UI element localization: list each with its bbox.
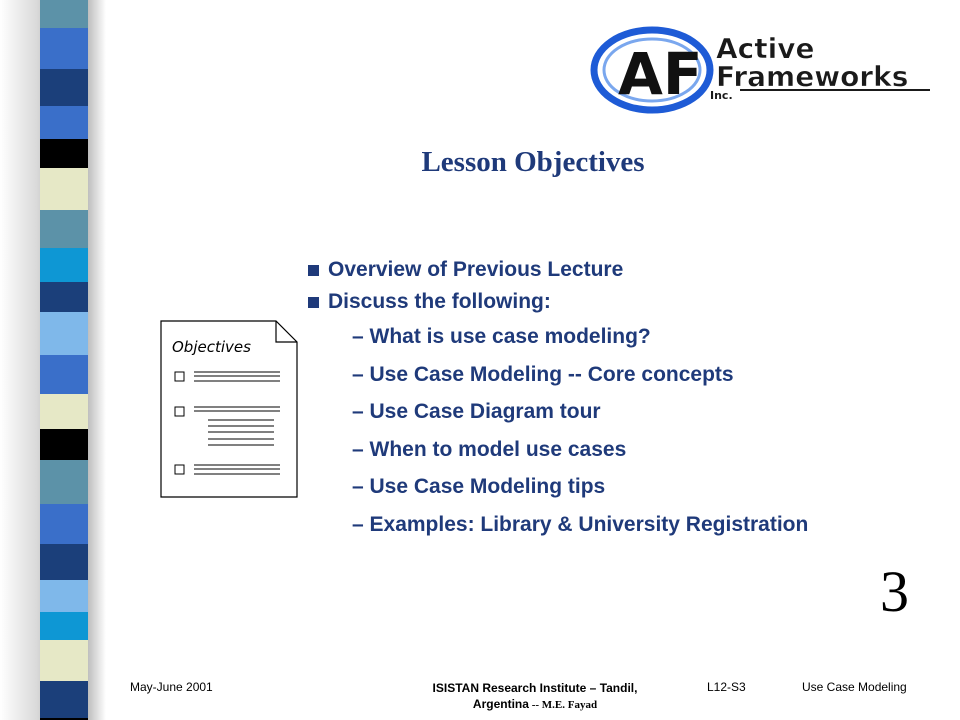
- stripe-block: [40, 69, 88, 106]
- footer-author: -- M.E. Fayad: [528, 699, 598, 711]
- sub-item: – Use Case Diagram tour: [352, 400, 601, 424]
- stripe-block: [40, 282, 88, 312]
- logo-line-2: Frameworks: [716, 60, 909, 93]
- stripe-block: [40, 612, 88, 640]
- bullet-item: [306, 286, 946, 318]
- footer-date: May-June 2001: [130, 680, 213, 694]
- sub-item: – Use Case Modeling -- Core concepts: [352, 362, 734, 386]
- clipart-label: Objectives: [172, 338, 251, 356]
- stripe-block: [40, 681, 88, 718]
- bullet-text: Discuss the following:: [328, 290, 551, 313]
- stripe-graphic: [0, 0, 106, 720]
- sub-item: – What is use case modeling?: [352, 325, 651, 348]
- bullet-text: Overview of Previous Lecture: [328, 258, 624, 281]
- stripe-block: [40, 106, 88, 139]
- stripe-block: [40, 580, 88, 612]
- sub-item: – Examples: Library & University Registration: [352, 512, 809, 536]
- logo-monogram: AF: [618, 40, 703, 108]
- stripe-block: [40, 355, 88, 394]
- footer-institute-line-1: ISISTAN Research Institute – Tandil,: [432, 681, 638, 695]
- stripe-block: [40, 139, 88, 168]
- logo-line-1: Active: [716, 32, 815, 65]
- stripe-block: [40, 460, 88, 504]
- footer-country: Argentina: [472, 697, 529, 711]
- slide-title-text: Lesson Objectives: [421, 146, 645, 178]
- footer-slide-code: L12-S3: [707, 680, 746, 694]
- footer-institute-line-2: [395, 696, 675, 713]
- stripe-block: [40, 248, 88, 282]
- stripe-block: [40, 0, 88, 28]
- sub-item: – Use Case Modeling tips: [352, 475, 606, 499]
- objectives-document-clipart: [160, 320, 298, 498]
- square-bullet-icon: [308, 265, 319, 276]
- stripe-block: [40, 312, 88, 355]
- objectives-list: [306, 254, 946, 544]
- slide-title: [106, 146, 960, 179]
- page-number: 3: [880, 559, 909, 624]
- square-bullet-icon: [308, 297, 319, 308]
- stripe-block: [40, 429, 88, 460]
- stripe-block: [40, 544, 88, 580]
- logo-line-3: Inc.: [710, 89, 733, 102]
- stripe-block: [40, 504, 88, 544]
- stripe-block: [40, 168, 88, 210]
- decorative-stripe: [0, 0, 106, 720]
- footer-course: Use Case Modeling: [802, 680, 907, 694]
- stripe-block: [40, 394, 88, 429]
- company-logo: [590, 22, 935, 114]
- sub-item: – When to model use cases: [352, 437, 627, 461]
- stripe-block: [40, 28, 88, 69]
- footer-institute: [395, 680, 675, 713]
- stripe-block: [40, 640, 88, 681]
- stripe-block: [40, 210, 88, 248]
- bullet-item: [306, 254, 946, 286]
